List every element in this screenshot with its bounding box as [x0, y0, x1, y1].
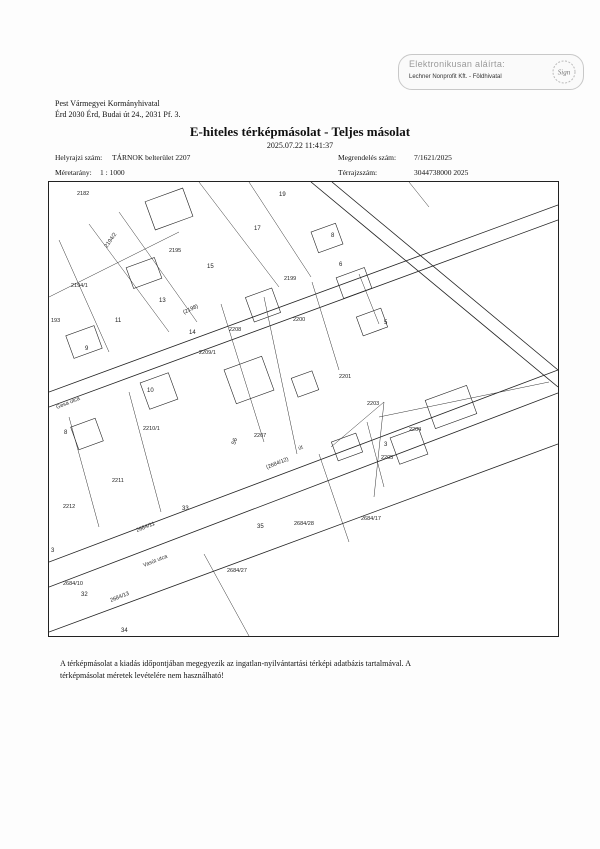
house-number-label: 17	[254, 226, 261, 232]
parcel-label: 2684/10	[63, 581, 83, 587]
disclaimer-line-1: A térképmásolat a kiadás időpontjában megegyezik az ingatlan-nyilvántartási térképi adatbázis tartalmával. A	[60, 659, 411, 668]
signature-title: Elektronikusan aláírta:	[409, 59, 505, 69]
house-number-label: 3	[384, 442, 388, 448]
house-number-label: 9	[85, 346, 89, 352]
cadastral-map[interactable]	[48, 181, 559, 637]
parcel-label: 2182	[77, 191, 90, 197]
parcel-label: 2209/1	[199, 350, 216, 356]
street-label-gesa: Gesa utca	[55, 395, 82, 411]
house-number-label: 6	[339, 262, 343, 268]
street-label-ut: út	[297, 444, 305, 452]
street-label-vasut: Vasút utca	[142, 553, 169, 569]
disclaimer-text	[60, 658, 490, 682]
parcel-label: 2684/27	[227, 568, 247, 574]
house-number-label: 34	[121, 628, 128, 634]
disclaimer-line-2: térképmásolat méretek levételére nem használható!	[60, 671, 224, 680]
parcel-label: 2194/2	[103, 231, 119, 250]
house-number-label: 3	[51, 548, 55, 554]
building-footprints	[66, 188, 477, 464]
house-number-label: 56	[231, 437, 240, 446]
house-number-label: 8	[64, 430, 68, 436]
house-number-label: 35	[257, 524, 264, 530]
signature-seal-icon	[551, 59, 577, 85]
location-label: Helyrajzi szám:	[55, 153, 103, 162]
electronic-signature-stamp	[398, 54, 584, 90]
house-number-label: 5	[384, 320, 388, 326]
parcel-label: 2210/1	[143, 426, 160, 432]
house-number-label: 19	[279, 192, 286, 198]
parcel-label: 2204	[409, 427, 422, 433]
signature-organization: Lechner Nonprofit Kft. - Földhivatal	[409, 74, 502, 80]
parcel-label: 2199	[284, 276, 297, 282]
mapsheet-value: 3044738000 2025	[414, 168, 469, 177]
house-number-label: 8	[331, 233, 335, 239]
parcel-label: 2684/11	[135, 520, 156, 534]
parcel-label: (2198)	[182, 303, 200, 316]
parcel-label: 193	[51, 318, 61, 324]
scale-label: Méretarány:	[55, 168, 92, 177]
parcel-label: 2203	[367, 401, 380, 407]
signature-seal-text: Sign	[557, 68, 571, 77]
parcel-label: 2684/28	[294, 521, 314, 527]
parcel-label: 2211	[112, 478, 124, 484]
order-label: Megrendelés szám:	[338, 153, 397, 162]
document-timestamp: 2025.07.22 11:41:37	[266, 141, 334, 150]
road-lines	[49, 182, 558, 632]
office-name: Pest Vármegyei Kormányhivatal	[55, 99, 160, 108]
house-number-label: 32	[81, 592, 88, 598]
parcel-label: 2684/17	[361, 516, 381, 522]
house-number-label: 10	[147, 388, 154, 394]
location-value: TÁRNOK belterület 2207	[112, 153, 191, 162]
house-number-label: 15	[207, 264, 214, 270]
street-labels	[56, 396, 305, 569]
office-address: Érd 2030 Érd, Budai út 24., 2031 Pf. 3.	[55, 110, 181, 119]
parcel-label: 2684/13	[109, 590, 131, 604]
house-number-label: 13	[159, 298, 166, 304]
parcel-label: (2684/12)	[265, 456, 290, 471]
house-number-label: 11	[115, 318, 122, 324]
parcel-label: 2205	[381, 455, 394, 461]
house-number-label: 14	[189, 330, 196, 336]
parcel-boundaries	[49, 182, 549, 636]
parcel-label: 2194/1	[71, 283, 88, 289]
parcel-label: 2201	[339, 374, 352, 380]
document-title: E-hiteles térképmásolat - Teljes másolat	[189, 124, 411, 139]
parcel-label: 2195	[169, 248, 182, 254]
parcel-label: 2208	[229, 327, 242, 333]
scale-value: 1 : 1000	[100, 168, 125, 177]
parcel-label: 2212	[63, 504, 76, 510]
parcel-label: 2207	[254, 433, 267, 439]
parcel-label: 2200	[293, 317, 306, 323]
order-value: 7/1621/2025	[414, 153, 452, 162]
mapsheet-label: Térrajzszám:	[338, 168, 378, 177]
cadastral-map-drawing	[49, 182, 558, 636]
parcel-number-labels	[51, 191, 421, 634]
house-number-label: 33	[182, 506, 189, 512]
